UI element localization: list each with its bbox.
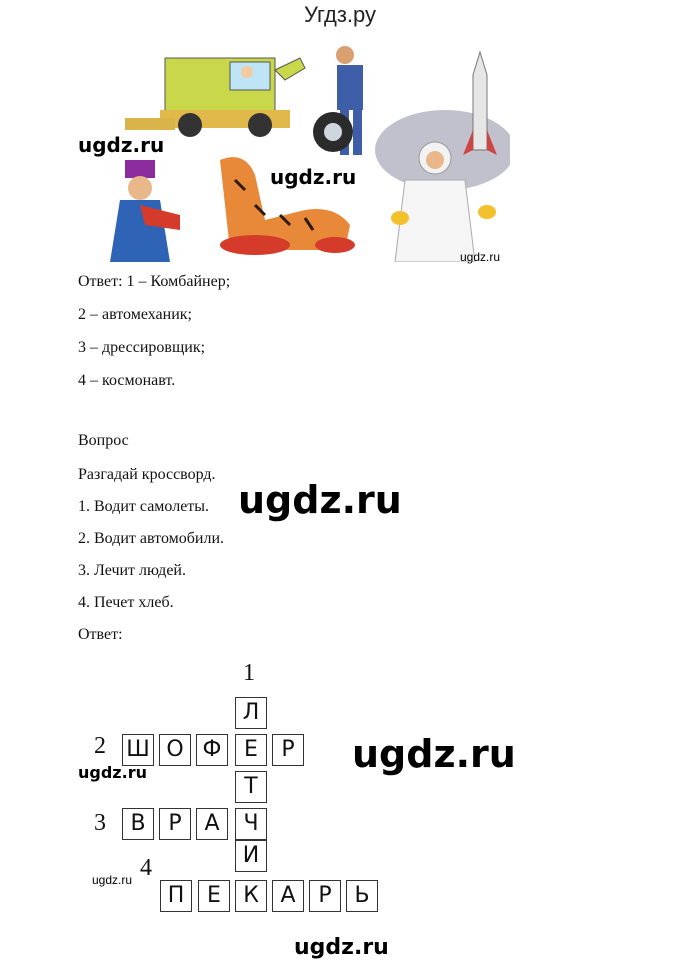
crossword-cell: Ф (196, 734, 228, 766)
question-prompt: Разгадай кроссворд. (78, 466, 216, 483)
crossword-cell: Ч (235, 808, 267, 840)
clue-number: 3 (94, 810, 106, 836)
crossword-cell: Р (272, 734, 304, 766)
question-item: 2. Водит автомобили. (78, 530, 225, 547)
crossword-cell: Е (235, 734, 267, 766)
crossword-cell: Р (309, 880, 341, 912)
crossword-cell: И (235, 840, 267, 872)
crossword-cell: А (196, 808, 228, 840)
crossword-cell: А (272, 880, 304, 912)
watermark: ugdz.ru (352, 732, 516, 776)
crossword-cell: П (160, 880, 192, 912)
question-heading: Вопрос (78, 432, 129, 449)
watermark: ugdz.ru (460, 250, 501, 264)
professions-illustration (105, 40, 510, 262)
answer-line: Ответ: 1 – Комбайнер; (78, 273, 231, 290)
question-item: 4. Печет хлеб. (78, 594, 174, 611)
crossword-cell: К (235, 880, 267, 912)
question-item: 3. Лечит людей. (78, 562, 186, 579)
mechanic-picture (313, 46, 363, 155)
crossword-cell: Ь (346, 880, 378, 912)
watermark: ugdz.ru (270, 165, 357, 189)
answer-label: Ответ: (78, 626, 123, 643)
crossword-cell: О (159, 734, 191, 766)
site-title: Угдз.ру (303, 2, 377, 27)
crossword-cell: Л (235, 697, 267, 729)
watermark: ugdz.ru (92, 873, 133, 887)
crossword-cell: Е (198, 880, 230, 912)
crossword-cell: Т (235, 771, 267, 803)
answer-line: 3 – дрессировщик; (78, 339, 206, 356)
watermark: ugdz.ru (238, 478, 402, 522)
crossword-cell: Ш (122, 734, 154, 766)
clue-number: 2 (94, 733, 106, 759)
clue-number: 4 (140, 855, 152, 881)
watermark: ugdz.ru (78, 763, 147, 782)
combine-harvester-picture (125, 58, 305, 137)
answer-line: 2 – автомеханик; (78, 306, 192, 323)
answer-line: 4 – космонавт. (78, 372, 176, 389)
clue-number: 1 (243, 660, 255, 686)
crossword-cell: Р (159, 808, 191, 840)
question-item: 1. Водит самолеты. (78, 498, 210, 515)
watermark: ugdz.ru (78, 133, 165, 157)
watermark: ugdz.ru (294, 935, 389, 960)
crossword-cell: В (122, 808, 154, 840)
